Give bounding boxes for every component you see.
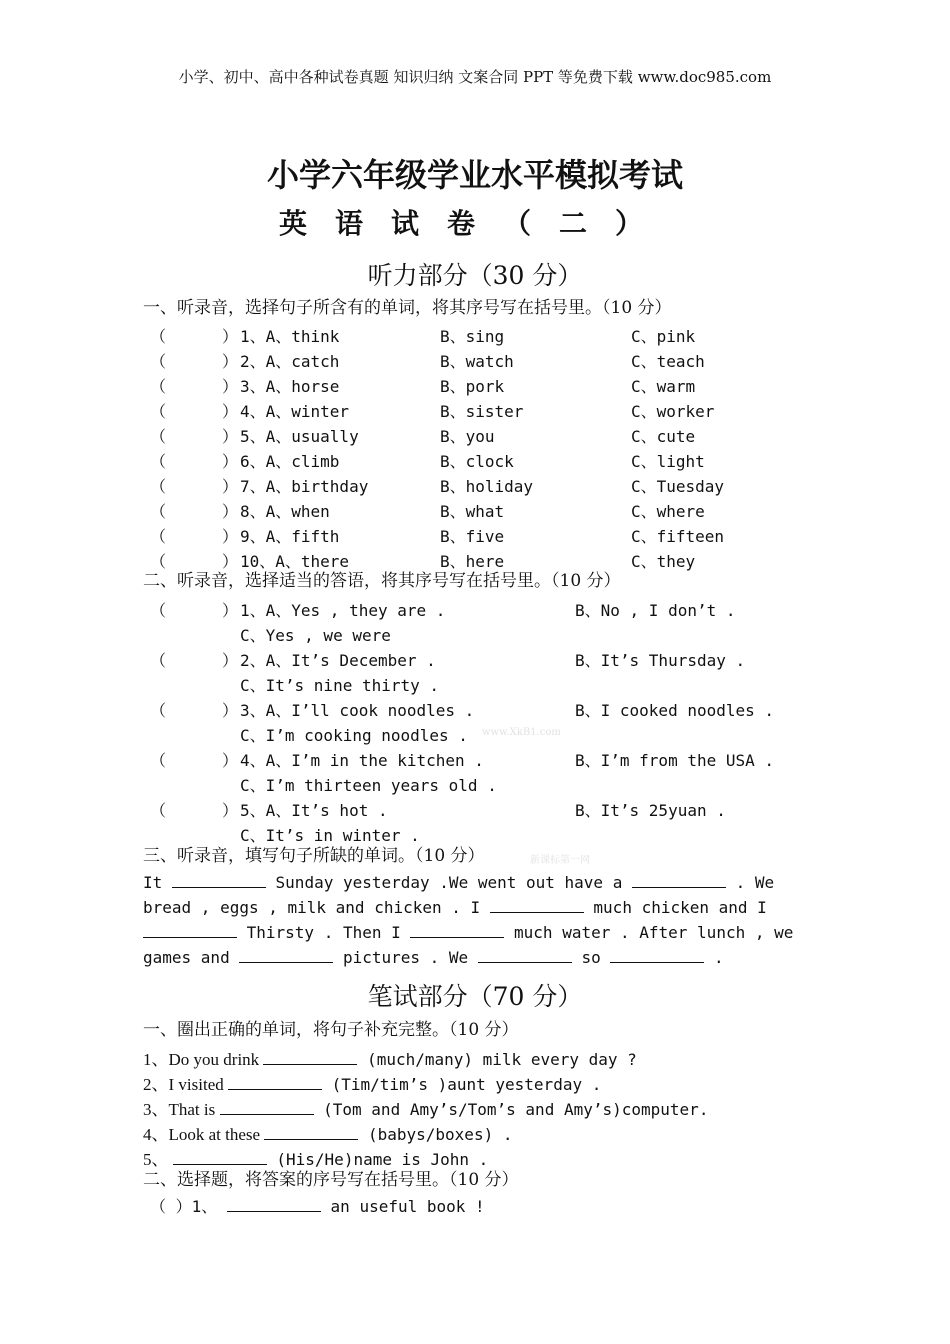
question-row: [150, 449, 850, 473]
text: pictures . We: [333, 948, 478, 967]
option-b: B、sister: [440, 402, 524, 421]
question-row: [150, 499, 850, 523]
question-row: [150, 474, 850, 498]
text: Thirsty . Then I: [237, 923, 411, 942]
answer-blank[interactable]: [263, 1049, 357, 1065]
option-c: C、teach: [631, 352, 705, 371]
answer-blank[interactable]: [172, 872, 266, 888]
option-c: C、It’s nine thirty .: [240, 676, 440, 695]
option-a: 7、A、birthday: [240, 477, 369, 496]
question-lead: 3、That is: [143, 1100, 220, 1119]
answer-bracket-right[interactable]: ）: [222, 327, 239, 346]
answer-blank[interactable]: [632, 872, 726, 888]
answer-bracket-left[interactable]: （: [150, 402, 167, 421]
text: Sunday yesterday .We went out have a: [265, 873, 632, 892]
question-lead: 2、I visited: [143, 1075, 228, 1094]
fill-line-1: [143, 872, 774, 892]
fill-line-3: [143, 922, 793, 942]
listening-part1-instruction: 一、听录音，选择句子所含有的单词，将其序号写在括号里。（10 分）: [143, 298, 672, 318]
exam-subtitle: 英语试卷（二）: [278, 207, 671, 240]
answer-bracket-right[interactable]: ）: [222, 801, 239, 820]
option-a: 10、A、there: [240, 552, 350, 571]
option-a: 2、A、It’s December .: [240, 651, 436, 670]
answer-blank[interactable]: [490, 897, 584, 913]
option-a: 4、A、winter: [240, 402, 350, 421]
option-c: C、worker: [631, 402, 715, 421]
option-a: 5、A、usually: [240, 427, 359, 446]
answer-bracket-right[interactable]: ）: [222, 527, 239, 546]
text: It: [143, 873, 172, 892]
text: much water . After lunch , we: [504, 923, 794, 942]
question-options: (much/many) milk every day ?: [357, 1050, 637, 1069]
text: . We: [725, 873, 775, 892]
question-options: (Tim/tim’s )aunt yesterday .: [322, 1075, 602, 1094]
question-lead: 1、Do you drink: [143, 1050, 264, 1069]
option-c: C、light: [631, 452, 705, 471]
fill-question: [143, 1145, 488, 1170]
question-row: [150, 399, 850, 423]
exam-title: 小学六年级学业水平模拟考试: [266, 156, 683, 194]
option-b: B、I’m from the USA .: [575, 751, 775, 770]
option-a: 2、A、catch: [240, 352, 340, 371]
answer-blank[interactable]: [228, 1074, 322, 1090]
question-lead: 5、: [143, 1150, 173, 1169]
text: an useful book !: [320, 1197, 485, 1216]
answer-bracket-left[interactable]: （: [150, 452, 167, 471]
answer-bracket-right[interactable]: ）: [222, 402, 239, 421]
option-b: B、It’s 25yuan .: [575, 801, 726, 820]
answer-bracket-left[interactable]: （: [150, 601, 167, 620]
option-b: B、five: [440, 527, 505, 546]
answer-bracket-left[interactable]: （: [150, 701, 167, 720]
option-b: B、pork: [440, 377, 505, 396]
answer-bracket-left[interactable]: （: [150, 502, 167, 521]
answer-bracket-left[interactable]: （: [150, 427, 167, 446]
answer-blank[interactable]: [239, 947, 333, 963]
option-a: 1、A、Yes , they are .: [240, 601, 446, 620]
option-b: B、watch: [440, 352, 514, 371]
option-b: B、what: [440, 502, 505, 521]
question-row: [150, 524, 850, 548]
answer-blank[interactable]: [478, 947, 572, 963]
answer-blank[interactable]: [610, 947, 704, 963]
question-lead: 4、Look at these: [143, 1125, 265, 1144]
text: so: [571, 948, 611, 967]
text: much chicken and I: [583, 898, 767, 917]
answer-bracket-left[interactable]: （: [150, 327, 167, 346]
answer-bracket-left[interactable]: （: [150, 552, 167, 571]
answer-bracket-right[interactable]: ）: [222, 452, 239, 471]
written-part2-q1: [150, 1194, 485, 1217]
option-c: C、they: [631, 552, 696, 571]
answer-bracket-right[interactable]: ）: [222, 377, 239, 396]
answer-bracket-left[interactable]: （: [150, 352, 167, 371]
answer-bracket-right[interactable]: ）: [222, 477, 239, 496]
option-b: B、you: [440, 427, 495, 446]
option-a: 3、A、I’ll cook noodles .: [240, 701, 475, 720]
answer-bracket-right[interactable]: ）: [222, 352, 239, 371]
question-row: [150, 374, 850, 398]
option-a: 3、A、horse: [240, 377, 340, 396]
option-c: C、where: [631, 502, 705, 521]
option-b: B、here: [440, 552, 505, 571]
answer-blank[interactable]: [264, 1124, 358, 1140]
fill-question: [143, 1045, 637, 1070]
answer-bracket-left[interactable]: （: [150, 801, 167, 820]
option-a: 8、A、when: [240, 502, 330, 521]
option-b: B、It’s Thursday .: [575, 651, 746, 670]
answer-bracket-right[interactable]: ）: [222, 502, 239, 521]
written-heading: 笔试部分（70 分）: [367, 982, 583, 1011]
option-a: 9、A、fifth: [240, 527, 340, 546]
option-c: C、pink: [631, 327, 696, 346]
answer-blank[interactable]: [173, 1149, 267, 1165]
written-part1-instruction: 一、圈出正确的单词，将句子补充完整。（10 分）: [143, 1020, 519, 1040]
option-b: B、I cooked noodles .: [575, 701, 775, 720]
listening-part2-instruction: 二、听录音，选择适当的答语，将其序号写在括号里。（10 分）: [143, 571, 621, 591]
option-a: 6、A、climb: [240, 452, 340, 471]
fill-question: [143, 1070, 601, 1095]
answer-bracket-left[interactable]: （: [150, 477, 167, 496]
option-b: B、sing: [440, 327, 505, 346]
text: （ ）1、: [150, 1197, 227, 1216]
answer-bracket-left[interactable]: （: [150, 651, 167, 670]
answer-bracket-left[interactable]: （: [150, 527, 167, 546]
fill-line-2: [143, 897, 767, 917]
answer-blank[interactable]: [143, 922, 237, 938]
answer-blank[interactable]: [220, 1099, 314, 1115]
option-b: B、clock: [440, 452, 514, 471]
option-a: 1、A、think: [240, 327, 340, 346]
listening-heading: 听力部分（30 分）: [367, 261, 583, 290]
option-c: C、It’s in winter .: [240, 826, 420, 845]
answer-bracket-right[interactable]: ）: [222, 552, 239, 571]
answer-bracket-right[interactable]: ）: [222, 701, 239, 720]
question-options: (babys/boxes) .: [358, 1125, 513, 1144]
option-c: C、Tuesday: [631, 477, 725, 496]
option-a: 4、A、I’m in the kitchen .: [240, 751, 484, 770]
fill-question: [143, 1095, 708, 1120]
answer-bracket-right[interactable]: ）: [222, 651, 239, 670]
question-row: [150, 424, 850, 448]
option-c: C、Yes , we were: [240, 626, 391, 645]
answer-bracket-left[interactable]: （: [150, 751, 167, 770]
answer-blank[interactable]: [227, 1196, 321, 1212]
watermark: www.XkB1.com: [482, 727, 561, 738]
listening-part3-instruction: 三、听录音，填写句子所缺的单词。（10 分）: [143, 846, 485, 866]
answer-bracket-right[interactable]: ）: [222, 601, 239, 620]
text: games and: [143, 948, 240, 967]
option-c: C、I’m thirteen years old .: [240, 776, 497, 795]
fill-question: [143, 1120, 512, 1145]
question-row: [150, 349, 850, 373]
answer-bracket-right[interactable]: ）: [222, 427, 239, 446]
option-b: B、holiday: [440, 477, 534, 496]
option-c: C、warm: [631, 377, 696, 396]
written-part2-instruction: 二、选择题，将答案的序号写在括号里。（10 分）: [143, 1170, 519, 1190]
answer-bracket-right[interactable]: ）: [222, 751, 239, 770]
watermark: 新课标第一网: [530, 855, 590, 866]
answer-bracket-left[interactable]: （: [150, 377, 167, 396]
question-row: [150, 324, 850, 348]
option-a: 5、A、It’s hot .: [240, 801, 388, 820]
option-c: C、fifteen: [631, 527, 725, 546]
fill-line-4: [143, 947, 724, 967]
question-options: (Tom and Amy’s/Tom’s and Amy’s)computer.: [313, 1100, 709, 1119]
page-header: 小学、初中、高中各种试卷真题 知识归纳 文案合同 PPT 等免费下载 www.doc985.com: [178, 68, 772, 86]
text: .: [704, 948, 724, 967]
option-c: C、cute: [631, 427, 696, 446]
question-options: (His/He)name is John .: [266, 1150, 489, 1169]
option-c: C、I’m cooking noodles .: [240, 726, 468, 745]
option-b: B、No , I don’t .: [575, 601, 736, 620]
answer-blank[interactable]: [410, 922, 504, 938]
text: bread , eggs , milk and chicken . I: [143, 898, 490, 917]
